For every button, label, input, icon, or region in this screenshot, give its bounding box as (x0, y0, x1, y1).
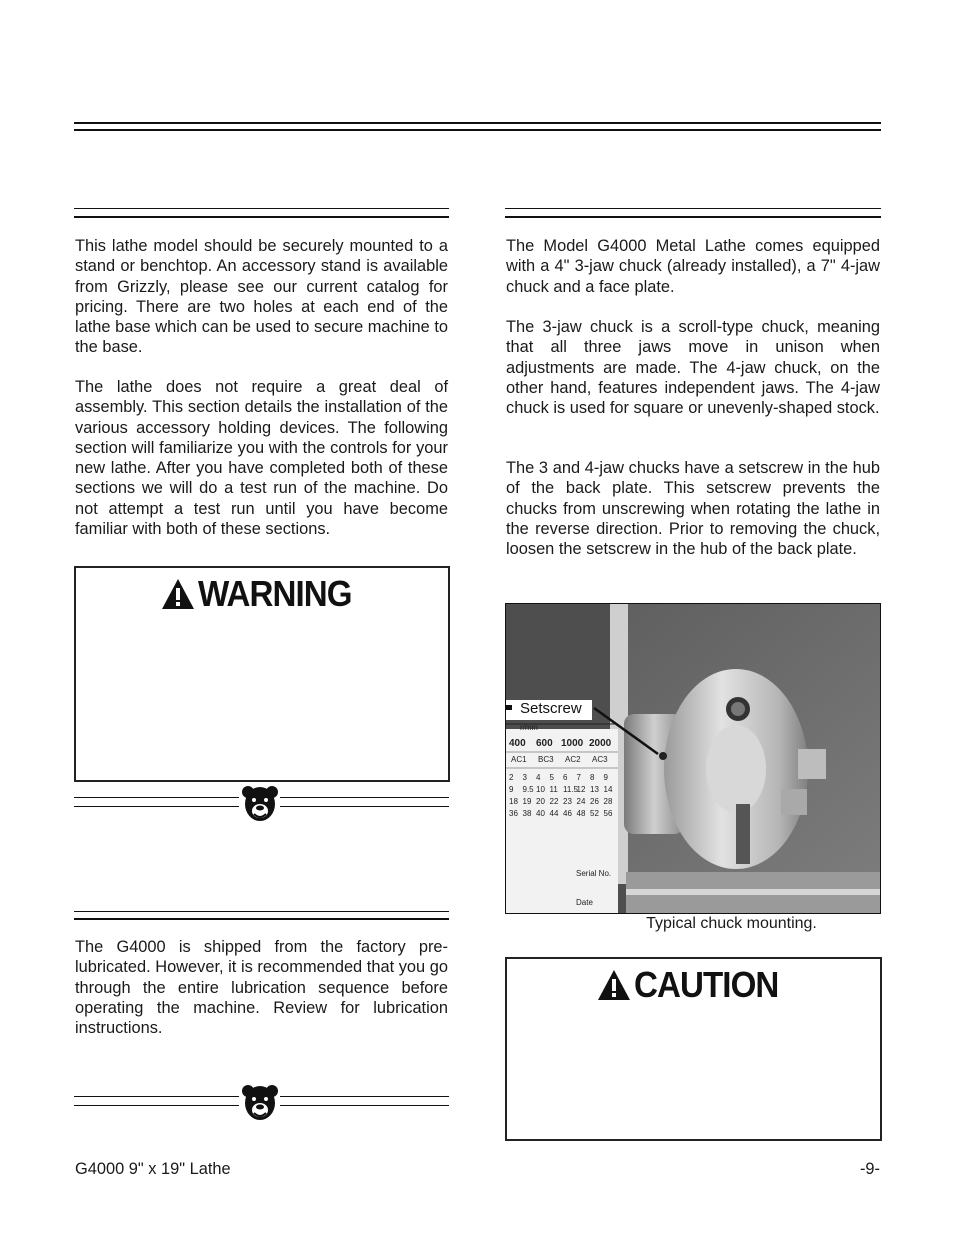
plate-codes (511, 755, 608, 764)
plate-cell: 22 (549, 797, 559, 806)
plate-cell: 46 (563, 809, 572, 818)
plate-cell: 44 (549, 809, 559, 818)
divider-rule-right-b (280, 806, 449, 807)
plate-cell: 11.5 (563, 785, 578, 794)
lubrication-section-rule-2 (74, 918, 449, 920)
left-section-rule-2 (74, 216, 449, 218)
header-rule-top (74, 122, 881, 124)
right-section-rule (505, 208, 881, 209)
plate-cell: 40 (536, 809, 545, 818)
right-section-rule-2 (505, 216, 881, 218)
grizzly-bear-icon (241, 1083, 279, 1123)
plate-cell: 52 (590, 809, 599, 818)
plate-cell: 3 (522, 773, 527, 782)
plate-cell: 48 (576, 809, 586, 818)
plate-cell: 8 (590, 773, 595, 782)
plate-cell: 13 (590, 785, 599, 794)
plate-cell: 5 (549, 773, 554, 782)
plate-rows (509, 773, 613, 818)
divider-rule-left-a (74, 797, 239, 798)
speed-chart-plate (506, 722, 618, 914)
plate-cell: 12 (576, 785, 586, 794)
plate-date-label: Date (576, 898, 593, 907)
setscrew-paragraph: The 3 and 4-jaw chucks have a setscrew in the hub of the back plate. This setscrew prevents the chucks from unscrewing when rotating the lathe in the reverse direction. Prior to removing the chuck, loosen the setscrew in the hub of the back plate. (506, 459, 880, 559)
plate-cell: 18 (509, 797, 518, 806)
grizzly-bear-icon (241, 784, 279, 824)
equipment-paragraph: The Model G4000 Metal Lathe comes equipped with a 4" 3-jaw chuck (already installed), a 7" 4-jaw chuck and a face plate. (506, 237, 880, 296)
plate-cell: 14 (603, 785, 613, 794)
left-section-rule (74, 208, 449, 209)
plate-speed: 2000 (589, 738, 612, 749)
plate-cell: 7 (576, 773, 581, 782)
plate-cell: 28 (603, 797, 613, 806)
plate-unit: r/min (520, 723, 538, 732)
plate-cell: 20 (536, 797, 545, 806)
caution-label: CAUTION (634, 964, 779, 1005)
plate-cell: 19 (522, 797, 532, 806)
caution-box (505, 957, 882, 1141)
footer-page-number: -9- (859, 1160, 880, 1178)
divider2-rule-left-b (74, 1105, 239, 1106)
caution-banner (507, 963, 880, 1007)
plate-cell: 9 (509, 785, 514, 794)
plate-cell: 9 (603, 773, 608, 782)
divider2-rule-right-a (280, 1096, 449, 1097)
warning-label: WARNING (197, 573, 352, 614)
header-rule-bottom (74, 129, 881, 131)
setscrew-callout: Setscrew (520, 700, 582, 717)
plate-cell: 56 (603, 809, 613, 818)
plate-cell: 9.5 (522, 785, 534, 794)
plate-cell: 38 (522, 809, 532, 818)
plate-cell: 26 (590, 797, 599, 806)
plate-speed: 1000 (561, 738, 584, 749)
footer-model: G4000 9" x 19" Lathe (75, 1160, 231, 1178)
plate-speeds (509, 738, 612, 749)
divider-rule-right-a (280, 797, 449, 798)
plate-cell: 10 (536, 785, 545, 794)
divider-rule-left-b (74, 806, 239, 807)
divider2-rule-right-b (280, 1105, 449, 1106)
plate-speed: 600 (536, 738, 553, 749)
assembly-paragraph: The lathe does not require a great deal of assembly. This section details the installation of the various accessory holding devices. The following section will familiarize you with the controls for your new lathe. After you have completed both of these sections we will do a test run of the machine. Do not attempt a test run until you have become familiar with both of these sections. (75, 378, 448, 539)
plate-cell: 2 (509, 773, 514, 782)
plate-serial-label: Serial No. (576, 869, 612, 878)
mounting-paragraph: This lathe model should be securely mounted to a stand or benchtop. An accessory stand is available from Grizzly, please see our current catalog for pricing. There are two holes at each end of the lathe base which can be used to secure machine to the base. (75, 237, 448, 357)
plate-code: AC1 (511, 755, 527, 764)
photo-caption: Typical chuck mounting. (646, 915, 817, 932)
chuck-types-paragraph: The 3-jaw chuck is a scroll-type chuck, meaning that all three jaws move in unison when adjustments are made. The 4-jaw chuck, on the other hand, features independent jaws. The 4-jaw chuck is used for square or unevenly-shaped stock. (506, 318, 880, 418)
warning-box (74, 566, 450, 782)
lubrication-section-rule (74, 911, 449, 912)
plate-cell: 23 (563, 797, 572, 806)
plate-cell: 24 (576, 797, 586, 806)
lubrication-paragraph: The G4000 is shipped from the factory pre-lubricated. However, it is recommended that you go through the entire lubrication sequence before operating the machine. Review for lubrication instructions. (75, 938, 448, 1038)
caution-triangle-icon (596, 968, 632, 1002)
chuck-mounting-photo (505, 603, 881, 914)
plate-cell: 6 (563, 773, 568, 782)
plate-speed: 400 (509, 738, 526, 749)
plate-code: AC2 (565, 755, 581, 764)
plate-code: BC3 (538, 755, 554, 764)
plate-cell: 11 (549, 785, 558, 794)
divider2-rule-left-a (74, 1096, 239, 1097)
warning-triangle-icon (160, 577, 196, 611)
plate-cell: 4 (536, 773, 541, 782)
warning-banner (76, 572, 448, 616)
plate-code: AC3 (592, 755, 608, 764)
plate-cell: 36 (509, 809, 518, 818)
